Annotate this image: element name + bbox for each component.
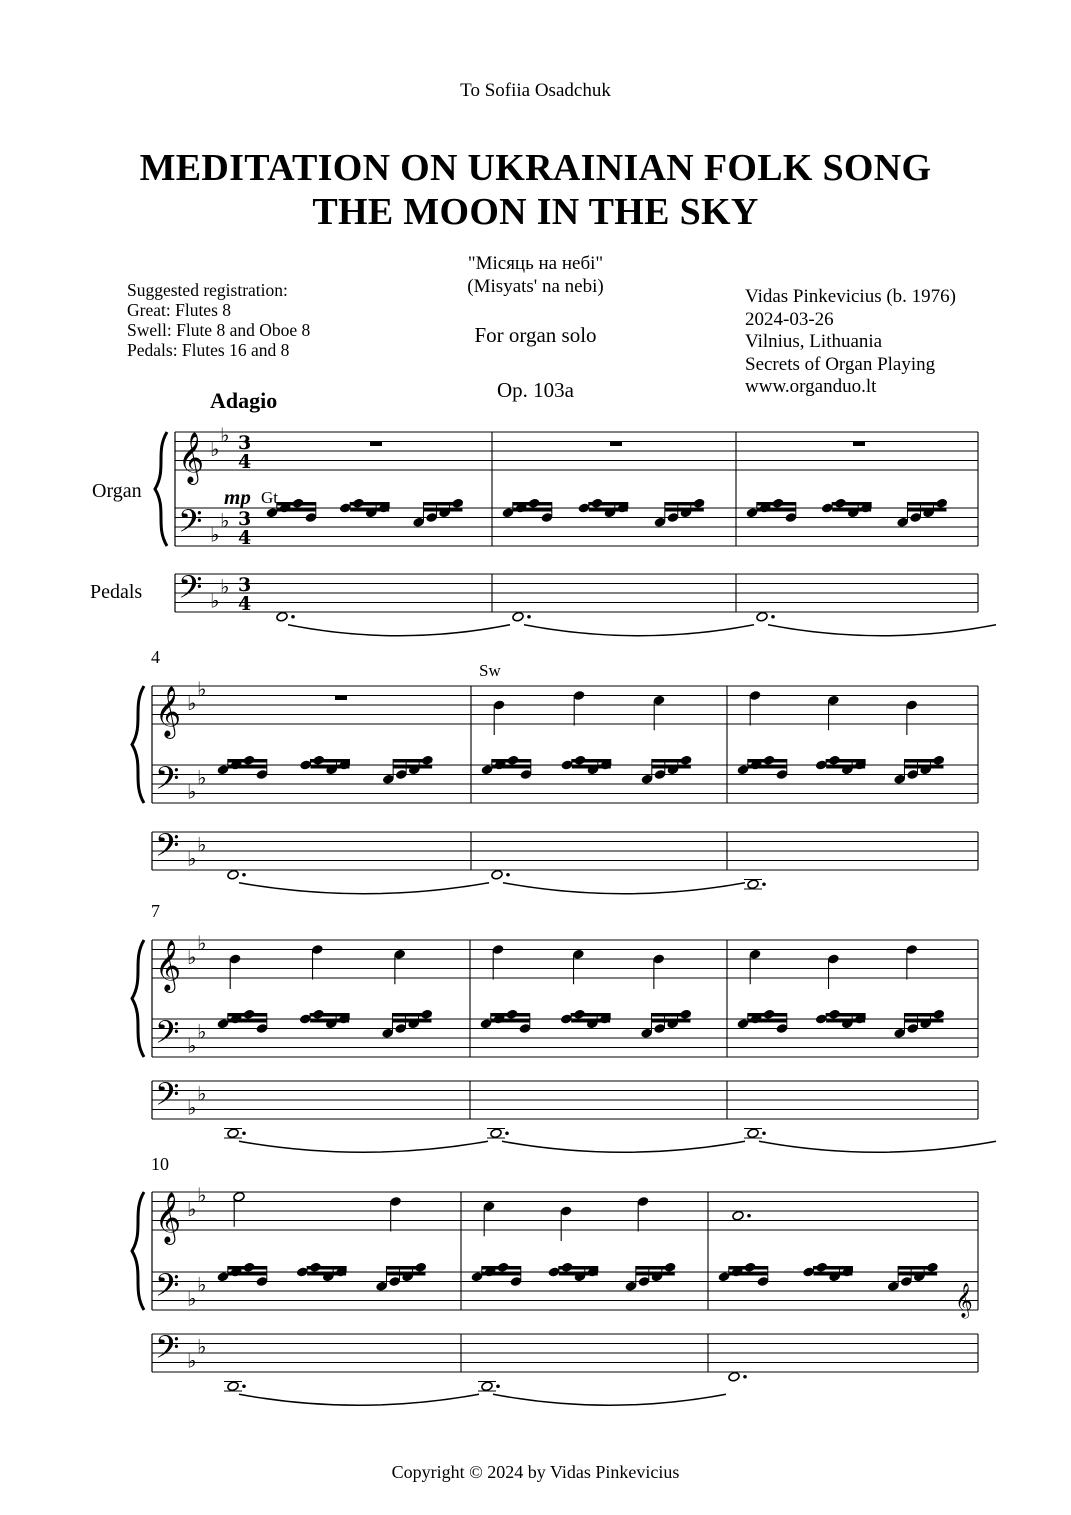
system-3-measure-1-lh-group-beam-2	[392, 1019, 431, 1023]
copyright: Copyright © 2024 by Vidas Pinkevicius	[391, 1462, 680, 1482]
system-4-brace	[132, 1192, 144, 1310]
system-1-measure-1-pedal-tie	[288, 625, 510, 636]
system-3-measure-3-lh-group-beam-1	[748, 1013, 787, 1017]
system-4-measure-2-lh-group-beam-2	[559, 1272, 598, 1276]
system-3-rh-flat-e: ♭	[197, 930, 207, 955]
instrumentation: For organ solo	[474, 323, 597, 347]
system-1-measure-1-lh-group-beam-2	[350, 508, 389, 512]
instrument-label-pedals: Pedals	[90, 581, 143, 603]
system-3-ped-flat-b: ♭	[187, 1095, 197, 1120]
system-3-measure-2-pedal-tie	[502, 1141, 745, 1152]
system-4-measure-1-pedal-note-dot	[242, 1384, 246, 1388]
system-3-measure-2-lh-group-beam-1	[491, 1013, 530, 1017]
series-name: Secrets of Organ Playing	[745, 353, 936, 375]
instrument-label-organ: Organ	[92, 480, 142, 502]
system-1-lh-bass-clef: 𝄢	[178, 503, 203, 547]
system-3-measure-3-lh-group-beam-2	[904, 1019, 943, 1023]
system-1-measure-3-pedal-tie	[768, 625, 996, 636]
system-2-measure-1-pedal-note-dot	[242, 873, 246, 877]
system-2-measure-1-lh-group-beam-1	[228, 759, 267, 763]
system-1-measure-3-pedal-note	[756, 611, 768, 622]
system-4-lh-clef-change: 𝄞	[955, 1283, 973, 1318]
system-4-measure-3-pedal-note	[728, 1371, 740, 1382]
manual-label-great: Gt	[261, 488, 278, 507]
system-3-measure-2-lh-group-beam-1	[651, 1013, 690, 1017]
system-3-ped-bass-clef: 𝄢	[155, 1076, 180, 1120]
system-1-rh-flat-b: ♭	[210, 437, 220, 461]
system-4-rh-flat-e: ♭	[197, 1182, 207, 1207]
original-title: "Місяць на небі"	[467, 253, 604, 274]
system-2-measure-2-lh-group-beam-2	[652, 765, 691, 769]
system-3-measure-2-lh-group-beam-2	[571, 1019, 610, 1023]
system-1-measure-1-lh-group-beam-2	[423, 508, 462, 512]
system-1-measure-2-lh-group-beam-1	[589, 502, 628, 506]
system-2-measure-1-rh-rest	[335, 696, 347, 701]
system-1-measure-2-lh-group-beam-2	[589, 508, 628, 512]
tempo-marking: Adagio	[210, 388, 278, 413]
system-3-measure-3-lh-group-beam-1	[826, 1013, 865, 1017]
system-1-measure-3-lh-group-beam-2	[832, 508, 871, 512]
system-1-measure-3-lh-group-beam-1	[757, 502, 796, 506]
system-4-measure-3-rh-half-dotted-dot	[747, 1214, 751, 1218]
system-3-measure-3-lh-group-beam-1	[904, 1013, 943, 1017]
composition-place: Vilnius, Lithuania	[745, 331, 883, 352]
system-3-measure-2-lh-group-beam-2	[651, 1019, 690, 1023]
system-2-rh-flat-e: ♭	[197, 676, 207, 701]
system-4-measure-1-lh-group-beam-2	[386, 1272, 425, 1276]
system-4-measure-1-lh-group-beam-2	[228, 1272, 267, 1276]
system-1-measure-3-lh-group-beam-2	[757, 508, 796, 512]
system-3-measure-1-pedal-tie	[239, 1141, 488, 1152]
system-2-lh-flat-b: ♭	[187, 779, 197, 804]
system-4-ped-flat-b: ♭	[187, 1348, 197, 1373]
system-1-measure-3-lh-group-beam-1	[832, 502, 871, 506]
system-1-lh-flat-b: ♭	[210, 522, 220, 547]
system-1-brace	[155, 432, 167, 546]
system-2-lh-bass-clef: 𝄢	[155, 760, 180, 804]
system-4-measure-3-lh-group-beam-2	[729, 1272, 768, 1276]
system-3-measure-1-lh-group-beam-1	[310, 1013, 349, 1017]
system-4-measure-2-pedal-note	[481, 1381, 493, 1392]
system-1-measure-2-lh-group-beam-2	[665, 508, 704, 512]
system-1-measure-1-lh-group-beam-2	[277, 508, 316, 512]
system-1-rh-treble-clef: 𝄞	[178, 432, 205, 483]
system-3-measure-1-lh-group-beam-1	[392, 1013, 431, 1017]
registration-pedals: Pedals: Flutes 16 and 8	[127, 340, 290, 360]
system-1-ped-time-3: 3	[238, 574, 252, 596]
system-1-measure-1-pedal-note	[276, 611, 288, 622]
system-2-measure-1-lh-group-beam-2	[228, 765, 267, 769]
website: www.organduo.lt	[745, 376, 877, 397]
system-2-ped-flat-e: ♭	[197, 832, 207, 857]
system-2-measure-1-lh-group-beam-2	[310, 765, 349, 769]
system-4-measure-3-lh-group-beam-1	[729, 1266, 768, 1270]
system-2-ped-flat-b: ♭	[187, 846, 197, 871]
system-2-measure-2-lh-group-beam-2	[572, 765, 611, 769]
system-1-rh-time-4: 4	[238, 451, 252, 473]
system-1-lh-time-4: 4	[238, 527, 252, 549]
system-4-measure-1-lh-group-beam-1	[386, 1266, 425, 1270]
system-3-measure-3-pedal-note-dot	[762, 1131, 766, 1135]
title-line-1: MEDITATION ON UKRAINIAN FOLK SONG	[139, 147, 932, 189]
system-1-ped-bass-clef: 𝄢	[178, 569, 203, 613]
system-2-measure-2-pedal-note	[491, 869, 503, 880]
system-3-brace	[132, 940, 144, 1057]
system-2-measure-3-lh-group-beam-1	[904, 759, 943, 763]
system-4-measure-2-lh-group-beam-1	[482, 1266, 521, 1270]
system-4-measure-3-lh-group-beam-2	[813, 1272, 852, 1276]
system-3-measure-1-pedal-note	[227, 1128, 239, 1139]
system-2-brace	[132, 686, 144, 803]
registration-heading: Suggested registration:	[127, 280, 288, 300]
system-1-ped-flat-e: ♭	[220, 574, 230, 599]
system-3-measure-2-pedal-note	[490, 1128, 502, 1139]
system-2-measure-1-lh-group-beam-1	[310, 759, 349, 763]
system-4-measure-1-lh-group-beam-1	[228, 1266, 267, 1270]
system-2-measure-1-pedal-note	[227, 869, 239, 880]
transliteration: (Misyats' na nebi)	[467, 276, 604, 297]
system-4-measure-3-pedal-note-dot	[743, 1375, 747, 1379]
system-1-measure-3-pedal-note-dot	[771, 615, 775, 619]
system-2-measure-3-pedal-note-dot	[762, 882, 766, 886]
system-3-rh-flat-b: ♭	[187, 945, 197, 969]
system-2-measure-3-lh-group-beam-2	[904, 765, 943, 769]
registration-great: Great: Flutes 8	[127, 300, 232, 320]
system-3-measure-3-pedal-tie	[759, 1141, 996, 1152]
system-2-lh-flat-e: ♭	[197, 765, 207, 790]
system-1-rh-flat-e: ♭	[220, 422, 230, 447]
system-3-measure-1-lh-group-beam-2	[228, 1019, 267, 1023]
system-1-ped-flat-b: ♭	[210, 588, 220, 613]
system-3-ped-flat-e: ♭	[197, 1081, 207, 1106]
system-4-measure-2-lh-group-beam-2	[482, 1272, 521, 1276]
system-2-rh-flat-b: ♭	[187, 691, 197, 715]
system-4-ped-bass-clef: 𝄢	[155, 1329, 180, 1373]
system-2-measure-3-pedal-note	[747, 879, 759, 890]
system-4-measure-2-lh-group-beam-1	[636, 1266, 675, 1270]
composer-name: Vidas Pinkevicius (b. 1976)	[745, 286, 957, 307]
system-4-lh-flat-b: ♭	[187, 1286, 197, 1311]
system-4-measure-1-lh-group-beam-1	[307, 1266, 346, 1270]
system-2-measure-3-lh-group-beam-2	[826, 765, 865, 769]
system-3-measure-1-pedal-note-dot	[242, 1131, 246, 1135]
system-1-measure-1-pedal-note-dot	[291, 615, 295, 619]
system-3-measure-3-lh-group-beam-2	[826, 1019, 865, 1023]
system-1-measure-2-lh-group-beam-2	[513, 508, 552, 512]
system-2-rh-treble-clef: 𝄞	[155, 686, 182, 737]
system-3-measure-2-lh-group-beam-1	[571, 1013, 610, 1017]
system-3-rh-treble-clef: 𝄞	[155, 940, 182, 991]
system-1-measure-2-lh-group-beam-1	[665, 502, 704, 506]
system-1-measure-2-rh-rest	[610, 442, 622, 447]
registration-swell: Swell: Flute 8 and Oboe 8	[127, 320, 311, 340]
system-2-measure-2-lh-group-beam-1	[572, 759, 611, 763]
system-4-measure-2-pedal-note-dot	[496, 1384, 500, 1388]
measure-number-7: 7	[151, 901, 160, 921]
system-1-measure-3-lh-group-beam-1	[907, 502, 946, 506]
system-1-lh-time-3: 3	[238, 508, 252, 530]
system-2-measure-2-pedal-tie	[503, 883, 745, 894]
system-2-measure-3-lh-group-beam-2	[748, 765, 787, 769]
system-2-measure-1-lh-group-beam-1	[393, 759, 432, 763]
title-line-2: THE MOON IN THE SKY	[312, 191, 759, 233]
system-4-measure-3-lh-group-beam-2	[898, 1272, 937, 1276]
system-1-rh-time-3: 3	[238, 432, 252, 454]
composition-date: 2024-03-26	[745, 308, 834, 330]
dynamic-marking: mp	[224, 485, 251, 509]
system-3-measure-3-lh-group-beam-2	[748, 1019, 787, 1023]
system-1-measure-1-lh-group-beam-1	[423, 502, 462, 506]
system-4-lh-bass-clef: 𝄢	[155, 1267, 180, 1311]
system-4-measure-1-pedal-tie	[239, 1394, 479, 1405]
system-1-measure-2-pedal-tie	[524, 625, 754, 636]
system-1-measure-1-lh-group-beam-1	[277, 502, 316, 506]
measure-number-4: 4	[151, 647, 160, 667]
system-3-lh-bass-clef: 𝄢	[155, 1014, 180, 1058]
system-4-measure-3-lh-group-beam-1	[813, 1266, 852, 1270]
system-4-ped-flat-e: ♭	[197, 1334, 207, 1359]
system-1-measure-2-pedal-note	[512, 611, 524, 622]
opus-number: Op. 103a	[497, 378, 574, 402]
system-1-measure-3-lh-group-beam-2	[907, 508, 946, 512]
manual-label-swell: Sw	[479, 661, 501, 680]
system-1-measure-2-pedal-note-dot	[527, 615, 531, 619]
system-2-measure-3-lh-group-beam-1	[748, 759, 787, 763]
system-2-measure-3-lh-group-beam-1	[826, 759, 865, 763]
system-3-lh-flat-e: ♭	[197, 1019, 207, 1044]
system-2-measure-1-pedal-tie	[239, 883, 489, 894]
system-2-measure-1-lh-group-beam-2	[393, 765, 432, 769]
system-2-measure-2-lh-group-beam-1	[652, 759, 691, 763]
system-1-lh-flat-e: ♭	[220, 508, 230, 533]
system-3-measure-2-lh-group-beam-2	[491, 1019, 530, 1023]
system-2-measure-2-pedal-note-dot	[506, 873, 510, 877]
system-3-lh-flat-b: ♭	[187, 1033, 197, 1058]
system-2-ped-bass-clef: 𝄢	[155, 827, 180, 871]
system-4-measure-3-lh-group-beam-1	[898, 1266, 937, 1270]
system-4-measure-1-pedal-note	[227, 1381, 239, 1392]
system-4-lh-flat-e: ♭	[197, 1272, 207, 1297]
system-1-measure-1-rh-rest	[370, 442, 382, 447]
system-4-measure-2-lh-group-beam-2	[636, 1272, 675, 1276]
system-4-measure-3-rh-half-dotted	[732, 1210, 744, 1221]
measure-number-10: 10	[151, 1154, 169, 1174]
system-1-measure-3-rh-rest	[853, 442, 865, 447]
system-4-measure-2-lh-group-beam-1	[559, 1266, 598, 1270]
system-3-measure-1-lh-group-beam-1	[228, 1013, 267, 1017]
system-2-measure-2-lh-group-beam-2	[492, 765, 531, 769]
dedication: To Sofiia Osadchuk	[460, 80, 611, 101]
system-3-measure-3-pedal-note	[747, 1128, 759, 1139]
system-3-measure-2-pedal-note-dot	[505, 1131, 509, 1135]
system-3-measure-1-lh-group-beam-2	[310, 1019, 349, 1023]
system-1-measure-1-lh-group-beam-1	[350, 502, 389, 506]
system-4-rh-treble-clef: 𝄞	[155, 1192, 182, 1243]
system-4-rh-flat-b: ♭	[187, 1197, 197, 1221]
system-1-measure-2-lh-group-beam-1	[513, 502, 552, 506]
system-1-ped-time-4: 4	[238, 593, 252, 615]
system-4-measure-1-lh-group-beam-2	[307, 1272, 346, 1276]
system-2-measure-2-lh-group-beam-1	[492, 759, 531, 763]
system-4-measure-2-pedal-tie	[493, 1394, 726, 1405]
